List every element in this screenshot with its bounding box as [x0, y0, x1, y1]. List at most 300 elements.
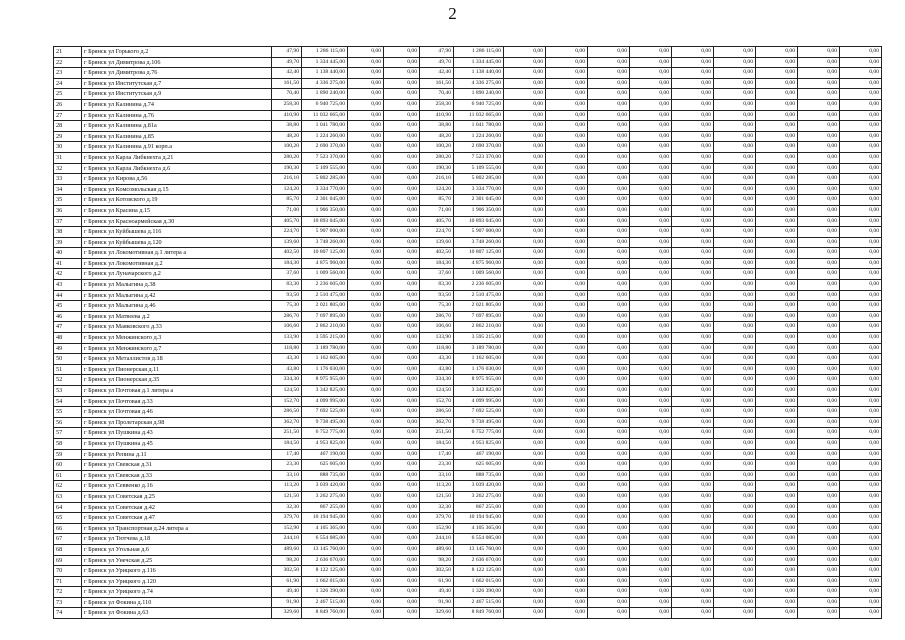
- row-sum: 3 342 825,00: [302, 386, 348, 397]
- table-row: [54, 78, 882, 89]
- row-zero-value: 0,00: [504, 417, 546, 428]
- row-zero-value: 0,00: [504, 460, 546, 471]
- row-value-1: 0,00: [348, 110, 384, 121]
- row-zero-value: 0,00: [630, 555, 672, 566]
- row-area: 42,40: [272, 68, 302, 79]
- row-zero-value: 0,00: [840, 280, 882, 291]
- row-area: 152,90: [272, 523, 302, 534]
- row-sum-2: 10 194 945,00: [454, 513, 504, 524]
- row-area-2: 43,30: [420, 354, 454, 365]
- table-row: [54, 396, 882, 407]
- row-zero-value: 0,00: [714, 78, 756, 89]
- row-area-2: 38,80: [420, 121, 454, 132]
- row-zero-value: 0,00: [588, 417, 630, 428]
- row-sum-2: 11 032 665,00: [454, 110, 504, 121]
- row-area: 334,30: [272, 375, 302, 386]
- row-sum: 8 122 125,00: [302, 566, 348, 577]
- row-address: г Брянск ул Локомотивная д.2: [82, 258, 272, 269]
- row-zero-value: 0,00: [546, 396, 588, 407]
- row-address: г Брянск ул Советская д.25: [82, 491, 272, 502]
- row-zero-value: 0,00: [588, 587, 630, 598]
- row-value-1: 0,00: [348, 587, 384, 598]
- row-zero-value: 0,00: [840, 343, 882, 354]
- row-zero-value: 0,00: [504, 227, 546, 238]
- row-value-1: 0,00: [348, 152, 384, 163]
- row-zero-value: 0,00: [630, 163, 672, 174]
- row-value-1: 0,00: [348, 248, 384, 259]
- row-zero-value: 0,00: [672, 470, 714, 481]
- row-address: г Брянск ул Комсомольская д.15: [82, 184, 272, 195]
- row-zero-value: 0,00: [714, 513, 756, 524]
- row-area-2: 121,50: [420, 491, 454, 502]
- row-area-2: 61,90: [420, 576, 454, 587]
- row-zero-value: 0,00: [672, 184, 714, 195]
- row-zero-value: 0,00: [798, 544, 840, 555]
- row-zero-value: 0,00: [798, 396, 840, 407]
- row-zero-value: 0,00: [546, 280, 588, 291]
- table-row: [54, 502, 882, 513]
- row-value-2: 0,00: [384, 491, 420, 502]
- row-value-1: 0,00: [348, 280, 384, 291]
- row-area: 329,60: [272, 608, 302, 619]
- row-value-1: 0,00: [348, 68, 384, 79]
- row-sum: 1 162 605,00: [302, 354, 348, 365]
- row-zero-value: 0,00: [546, 78, 588, 89]
- row-number: 55: [54, 407, 82, 418]
- row-zero-value: 0,00: [756, 237, 798, 248]
- row-zero-value: 0,00: [504, 258, 546, 269]
- row-area: 32,30: [272, 502, 302, 513]
- row-address: г Брянск ул Севвенко д.16: [82, 481, 272, 492]
- row-value-2: 0,00: [384, 523, 420, 534]
- row-zero-value: 0,00: [672, 354, 714, 365]
- row-zero-value: 0,00: [546, 375, 588, 386]
- row-zero-value: 0,00: [588, 566, 630, 577]
- row-zero-value: 0,00: [840, 491, 882, 502]
- row-zero-value: 0,00: [840, 502, 882, 513]
- row-zero-value: 0,00: [798, 131, 840, 142]
- row-zero-value: 0,00: [798, 258, 840, 269]
- row-zero-value: 0,00: [588, 322, 630, 333]
- row-value-1: 0,00: [348, 57, 384, 68]
- row-sum-2: 10 893 045,00: [454, 216, 504, 227]
- row-area-2: 113,20: [420, 481, 454, 492]
- row-value-2: 0,00: [384, 311, 420, 322]
- row-zero-value: 0,00: [504, 269, 546, 280]
- row-value-2: 0,00: [384, 375, 420, 386]
- row-zero-value: 0,00: [840, 534, 882, 545]
- row-zero-value: 0,00: [798, 555, 840, 566]
- row-zero-value: 0,00: [756, 428, 798, 439]
- row-zero-value: 0,00: [546, 322, 588, 333]
- row-zero-value: 0,00: [588, 523, 630, 534]
- table-row: [54, 184, 882, 195]
- row-zero-value: 0,00: [672, 142, 714, 153]
- row-zero-value: 0,00: [756, 460, 798, 471]
- row-zero-value: 0,00: [756, 195, 798, 206]
- row-zero-value: 0,00: [546, 386, 588, 397]
- row-zero-value: 0,00: [546, 248, 588, 259]
- row-zero-value: 0,00: [504, 280, 546, 291]
- row-number: 60: [54, 460, 82, 471]
- row-area: 184,50: [272, 438, 302, 449]
- row-zero-value: 0,00: [588, 121, 630, 132]
- row-zero-value: 0,00: [546, 142, 588, 153]
- row-value-1: 0,00: [348, 354, 384, 365]
- row-number: 29: [54, 131, 82, 142]
- row-sum: 2 862 210,00: [302, 322, 348, 333]
- row-area-2: 329,60: [420, 608, 454, 619]
- row-area-2: 251,50: [420, 428, 454, 439]
- row-zero-value: 0,00: [756, 152, 798, 163]
- row-sum: 5 109 555,00: [302, 163, 348, 174]
- row-sum-2: 6 752 775,00: [454, 428, 504, 439]
- table-row: [54, 534, 882, 545]
- row-value-2: 0,00: [384, 248, 420, 259]
- row-value-1: 0,00: [348, 597, 384, 608]
- row-area: 124,50: [272, 386, 302, 397]
- row-zero-value: 0,00: [798, 386, 840, 397]
- row-zero-value: 0,00: [672, 121, 714, 132]
- row-zero-value: 0,00: [630, 216, 672, 227]
- row-sum: 1 326 390,00: [302, 587, 348, 598]
- row-area-2: 100,20: [420, 142, 454, 153]
- row-sum: 1 286 115,00: [302, 47, 348, 58]
- row-zero-value: 0,00: [630, 280, 672, 291]
- row-zero-value: 0,00: [714, 428, 756, 439]
- row-area-2: 93,50: [420, 290, 454, 301]
- row-zero-value: 0,00: [756, 78, 798, 89]
- row-area: 98,20: [272, 555, 302, 566]
- row-value-2: 0,00: [384, 481, 420, 492]
- table-row: [54, 364, 882, 375]
- row-sum: 467 190,00: [302, 449, 348, 460]
- row-sum: 8 975 955,00: [302, 375, 348, 386]
- row-zero-value: 0,00: [756, 470, 798, 481]
- row-sum: 3 334 770,00: [302, 184, 348, 195]
- row-sum-2: 1 662 015,00: [454, 576, 504, 587]
- row-zero-value: 0,00: [714, 57, 756, 68]
- row-zero-value: 0,00: [504, 449, 546, 460]
- row-zero-value: 0,00: [546, 449, 588, 460]
- row-value-1: 0,00: [348, 269, 384, 280]
- row-zero-value: 0,00: [714, 608, 756, 619]
- row-sum: 1 041 780,00: [302, 121, 348, 132]
- row-zero-value: 0,00: [504, 566, 546, 577]
- row-zero-value: 0,00: [756, 227, 798, 238]
- row-sum: 11 032 665,00: [302, 110, 348, 121]
- table-row: [54, 47, 882, 58]
- row-area: 286,70: [272, 311, 302, 322]
- table-row: [54, 386, 882, 397]
- row-area: 161,50: [272, 78, 302, 89]
- row-zero-value: 0,00: [798, 566, 840, 577]
- row-zero-value: 0,00: [672, 57, 714, 68]
- row-zero-value: 0,00: [630, 364, 672, 375]
- row-value-1: 0,00: [348, 311, 384, 322]
- row-zero-value: 0,00: [504, 99, 546, 110]
- row-zero-value: 0,00: [546, 110, 588, 121]
- row-sum: 4 953 825,00: [302, 438, 348, 449]
- row-zero-value: 0,00: [672, 258, 714, 269]
- row-zero-value: 0,00: [714, 152, 756, 163]
- row-zero-value: 0,00: [630, 523, 672, 534]
- row-zero-value: 0,00: [840, 386, 882, 397]
- row-sum: 13 145 760,00: [302, 544, 348, 555]
- row-zero-value: 0,00: [504, 333, 546, 344]
- row-number: 24: [54, 78, 82, 89]
- row-zero-value: 0,00: [840, 438, 882, 449]
- row-sum-2: 1 176 030,00: [454, 364, 504, 375]
- row-zero-value: 0,00: [630, 110, 672, 121]
- row-number: 59: [54, 449, 82, 460]
- row-zero-value: 0,00: [504, 354, 546, 365]
- row-value-1: 0,00: [348, 449, 384, 460]
- row-value-2: 0,00: [384, 566, 420, 577]
- row-number: 22: [54, 57, 82, 68]
- row-zero-value: 0,00: [630, 99, 672, 110]
- row-zero-value: 0,00: [546, 269, 588, 280]
- row-address: г Брянск ул Пушкина д.43: [82, 428, 272, 439]
- row-zero-value: 0,00: [756, 587, 798, 598]
- row-area: 23,30: [272, 460, 302, 471]
- row-zero-value: 0,00: [546, 237, 588, 248]
- row-area: 379,70: [272, 513, 302, 524]
- row-address: г Брянск ул Угольная д.6: [82, 544, 272, 555]
- row-zero-value: 0,00: [672, 513, 714, 524]
- table-row: [54, 57, 882, 68]
- row-zero-value: 0,00: [756, 110, 798, 121]
- row-zero-value: 0,00: [546, 311, 588, 322]
- row-value-2: 0,00: [384, 290, 420, 301]
- row-zero-value: 0,00: [504, 587, 546, 598]
- row-area: 85,70: [272, 195, 302, 206]
- row-sum: 888 735,00: [302, 470, 348, 481]
- row-zero-value: 0,00: [588, 386, 630, 397]
- row-zero-value: 0,00: [504, 195, 546, 206]
- row-number: 27: [54, 110, 82, 121]
- row-value-1: 0,00: [348, 89, 384, 100]
- row-address: г Брянск ул Красноармейская д.30: [82, 216, 272, 227]
- row-address: г Брянск ул Урицкого д.74: [82, 587, 272, 598]
- row-value-2: 0,00: [384, 396, 420, 407]
- row-zero-value: 0,00: [504, 290, 546, 301]
- row-zero-value: 0,00: [756, 523, 798, 534]
- row-value-1: 0,00: [348, 78, 384, 89]
- row-zero-value: 0,00: [588, 438, 630, 449]
- row-address: г Брянск ул Почтовая д.33: [82, 396, 272, 407]
- row-number: 74: [54, 608, 82, 619]
- row-zero-value: 0,00: [546, 163, 588, 174]
- row-zero-value: 0,00: [630, 311, 672, 322]
- row-zero-value: 0,00: [798, 587, 840, 598]
- row-number: 53: [54, 386, 82, 397]
- row-zero-value: 0,00: [756, 544, 798, 555]
- row-number: 31: [54, 152, 82, 163]
- row-number: 64: [54, 502, 82, 513]
- row-zero-value: 0,00: [588, 428, 630, 439]
- row-zero-value: 0,00: [588, 195, 630, 206]
- row-address: г Брянск ул Советская д.42: [82, 502, 272, 513]
- row-zero-value: 0,00: [672, 587, 714, 598]
- row-zero-value: 0,00: [630, 205, 672, 216]
- row-sum-2: 2 636 670,00: [454, 555, 504, 566]
- row-zero-value: 0,00: [630, 470, 672, 481]
- row-area-2: 216,10: [420, 174, 454, 185]
- row-zero-value: 0,00: [798, 110, 840, 121]
- row-zero-value: 0,00: [630, 152, 672, 163]
- row-number: 50: [54, 354, 82, 365]
- row-zero-value: 0,00: [798, 227, 840, 238]
- row-zero-value: 0,00: [840, 566, 882, 577]
- row-zero-value: 0,00: [756, 407, 798, 418]
- row-zero-value: 0,00: [546, 438, 588, 449]
- row-zero-value: 0,00: [630, 57, 672, 68]
- table-row: [54, 195, 882, 206]
- row-zero-value: 0,00: [504, 428, 546, 439]
- row-sum-2: 1 138 440,00: [454, 68, 504, 79]
- table-row: [54, 333, 882, 344]
- row-zero-value: 0,00: [630, 195, 672, 206]
- row-zero-value: 0,00: [588, 280, 630, 291]
- row-zero-value: 0,00: [504, 163, 546, 174]
- row-zero-value: 0,00: [798, 311, 840, 322]
- row-zero-value: 0,00: [672, 343, 714, 354]
- row-zero-value: 0,00: [504, 438, 546, 449]
- row-zero-value: 0,00: [756, 491, 798, 502]
- row-zero-value: 0,00: [714, 269, 756, 280]
- row-zero-value: 0,00: [672, 417, 714, 428]
- row-area: 286,50: [272, 407, 302, 418]
- row-zero-value: 0,00: [840, 258, 882, 269]
- row-address: г Брянск ул Металлистов д.18: [82, 354, 272, 365]
- row-zero-value: 0,00: [546, 364, 588, 375]
- row-zero-value: 0,00: [504, 597, 546, 608]
- row-zero-value: 0,00: [504, 386, 546, 397]
- row-zero-value: 0,00: [756, 364, 798, 375]
- row-address: г Брянск ул Урицкого д.120: [82, 576, 272, 587]
- row-zero-value: 0,00: [504, 57, 546, 68]
- row-sum-2: 6 554 085,00: [454, 534, 504, 545]
- row-zero-value: 0,00: [504, 576, 546, 587]
- row-zero-value: 0,00: [756, 121, 798, 132]
- row-number: 43: [54, 280, 82, 291]
- row-address: г Брянск ул Унечская д.25: [82, 555, 272, 566]
- row-zero-value: 0,00: [756, 205, 798, 216]
- row-zero-value: 0,00: [672, 311, 714, 322]
- row-address: г Брянск ул Институтская д.9: [82, 89, 272, 100]
- row-zero-value: 0,00: [504, 89, 546, 100]
- row-sum-2: 1 334 445,00: [454, 57, 504, 68]
- row-zero-value: 0,00: [504, 47, 546, 58]
- row-zero-value: 0,00: [756, 280, 798, 291]
- row-zero-value: 0,00: [588, 163, 630, 174]
- row-sum: 2 021 805,00: [302, 301, 348, 312]
- row-zero-value: 0,00: [714, 99, 756, 110]
- row-value-1: 0,00: [348, 396, 384, 407]
- row-address: г Брянск ул Репина д.11: [82, 449, 272, 460]
- row-zero-value: 0,00: [756, 333, 798, 344]
- row-area-2: 302,50: [420, 566, 454, 577]
- row-zero-value: 0,00: [588, 470, 630, 481]
- row-zero-value: 0,00: [630, 597, 672, 608]
- table-row: [54, 216, 882, 227]
- row-zero-value: 0,00: [504, 343, 546, 354]
- row-zero-value: 0,00: [756, 386, 798, 397]
- row-zero-value: 0,00: [630, 534, 672, 545]
- row-zero-value: 0,00: [630, 142, 672, 153]
- row-zero-value: 0,00: [630, 375, 672, 386]
- row-address: г Брянск ул Калинина д.81а: [82, 121, 272, 132]
- row-area-2: 83,30: [420, 280, 454, 291]
- row-number: 38: [54, 227, 82, 238]
- row-number: 67: [54, 534, 82, 545]
- row-sum-2: 1 890 240,00: [454, 89, 504, 100]
- row-address: г Брянск ул Кирова д.56: [82, 174, 272, 185]
- row-area: 251,50: [272, 428, 302, 439]
- row-area: 43,30: [272, 354, 302, 365]
- row-zero-value: 0,00: [504, 78, 546, 89]
- row-number: 41: [54, 258, 82, 269]
- row-zero-value: 0,00: [630, 78, 672, 89]
- row-zero-value: 0,00: [840, 428, 882, 439]
- row-value-2: 0,00: [384, 280, 420, 291]
- row-area-2: 33,10: [420, 470, 454, 481]
- row-sum-2: 1 009 560,00: [454, 269, 504, 280]
- row-zero-value: 0,00: [588, 142, 630, 153]
- row-zero-value: 0,00: [546, 523, 588, 534]
- row-area-2: 49,40: [420, 587, 454, 598]
- row-value-2: 0,00: [384, 258, 420, 269]
- row-value-1: 0,00: [348, 417, 384, 428]
- row-zero-value: 0,00: [504, 322, 546, 333]
- row-value-1: 0,00: [348, 566, 384, 577]
- row-zero-value: 0,00: [756, 534, 798, 545]
- row-sum-2: 3 342 825,00: [454, 386, 504, 397]
- row-address: г Брянск ул Малыгина д.38: [82, 280, 272, 291]
- row-value-2: 0,00: [384, 237, 420, 248]
- row-value-1: 0,00: [348, 174, 384, 185]
- row-zero-value: 0,00: [546, 174, 588, 185]
- row-zero-value: 0,00: [546, 597, 588, 608]
- row-sum-2: 2 021 805,00: [454, 301, 504, 312]
- row-zero-value: 0,00: [672, 502, 714, 513]
- row-sum-2: 4 099 995,00: [454, 396, 504, 407]
- row-zero-value: 0,00: [714, 481, 756, 492]
- table-row: [54, 258, 882, 269]
- table-row: [54, 417, 882, 428]
- row-sum-2: 1 326 390,00: [454, 587, 504, 598]
- row-value-2: 0,00: [384, 417, 420, 428]
- row-zero-value: 0,00: [546, 99, 588, 110]
- table-row: [54, 470, 882, 481]
- row-number: 25: [54, 89, 82, 100]
- row-value-2: 0,00: [384, 216, 420, 227]
- row-zero-value: 0,00: [630, 333, 672, 344]
- row-value-2: 0,00: [384, 269, 420, 280]
- row-zero-value: 0,00: [672, 290, 714, 301]
- row-zero-value: 0,00: [546, 205, 588, 216]
- row-zero-value: 0,00: [840, 68, 882, 79]
- row-sum: 6 940 725,00: [302, 99, 348, 110]
- row-zero-value: 0,00: [630, 513, 672, 524]
- row-zero-value: 0,00: [714, 460, 756, 471]
- table-row: [54, 248, 882, 259]
- row-zero-value: 0,00: [588, 174, 630, 185]
- row-zero-value: 0,00: [798, 290, 840, 301]
- row-number: 23: [54, 68, 82, 79]
- table-row: [54, 68, 882, 79]
